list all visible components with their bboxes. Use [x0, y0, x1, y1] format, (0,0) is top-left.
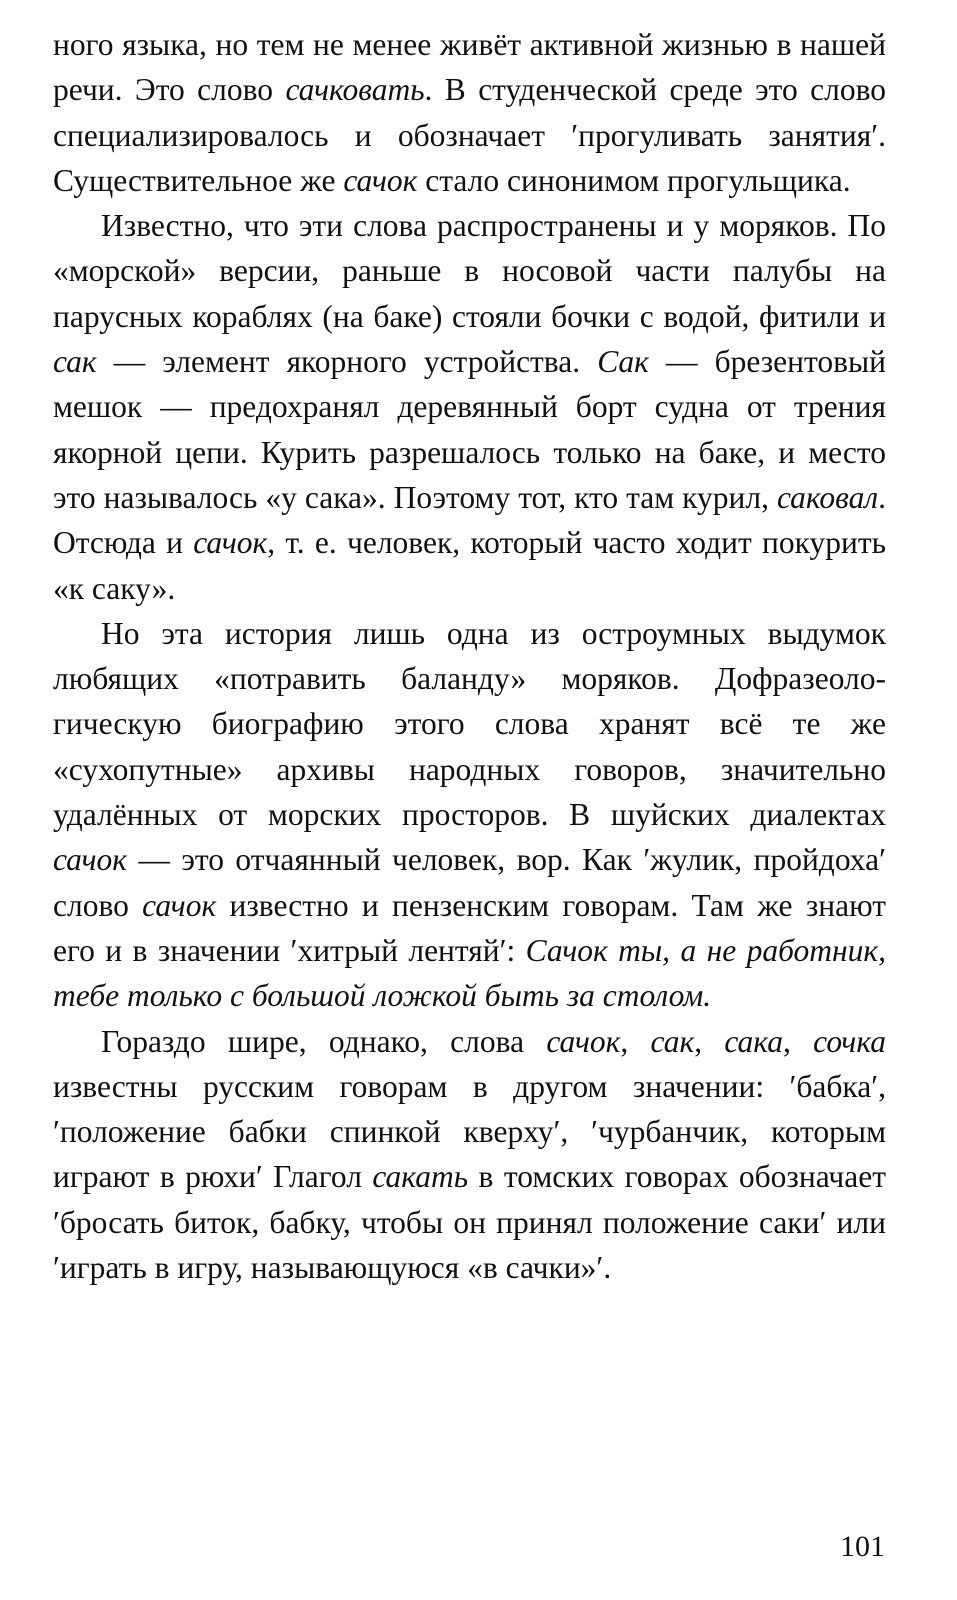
paragraph-2: Известно, что эти слова распространены и у моряков. По «морской» версии, раньше в носовой части палубы на парусных кораблях (на баке) стояли бочки с водой, фитили и сак — элемент якорного устройства. Сак — брезентовый мешок — предохранял деревянный борт судна от трения якорной цепи. Курить разрешалось только на баке, и место это называлось «у сака». Поэтому тот, кто там курил, саковал. Отсюда и сачок, т. е. человек, который часто ходит покурить «к саку».: [53, 208, 886, 606]
paragraph-3: Но эта история лишь одна из остроумных выдумок любящих «потравить баланду» моряков. Дофразеологическую биографию этого слова хранят всё те же «сухопутные» архивы народных говоров, значительно удалённых от морских просторов. В шуйских диалектах сачок — это отчаянный человек, вор. Как ′жулик, пройдоха′ слово сачок известно и пензенским говорам. Там же знают его и в значении ′хитрый лентяй′: Сачок ты, а не работник, тебе только с большой ложкой быть за столом.: [53, 615, 886, 1014]
paragraph-4: Гораздо шире, однако, слова сачок, сак, сака, сочка известны русским говорам в другом значении: ′бабка′, ′положение бабки спинкой кверху′, ′чурбанчик, которым играют в рюхи′ Глагол сакать в томских говорах обозначает ′бросать биток, бабку, чтобы он принял положение саки′ или ′играть в игру, называющуюся «в сачки»′.: [53, 1023, 887, 1286]
paragraph-1: ного языка, но тем не менее живёт активной жизнью в нашей речи. Это слово сачковать. В студенческой среде это слово специализировалось и обозначает ′прогуливать занятия′. Существительное же сачок стало синонимом прогульщика.: [53, 27, 886, 198]
page-number: 101: [840, 1530, 885, 1563]
page-body: [53, 22, 886, 1290]
